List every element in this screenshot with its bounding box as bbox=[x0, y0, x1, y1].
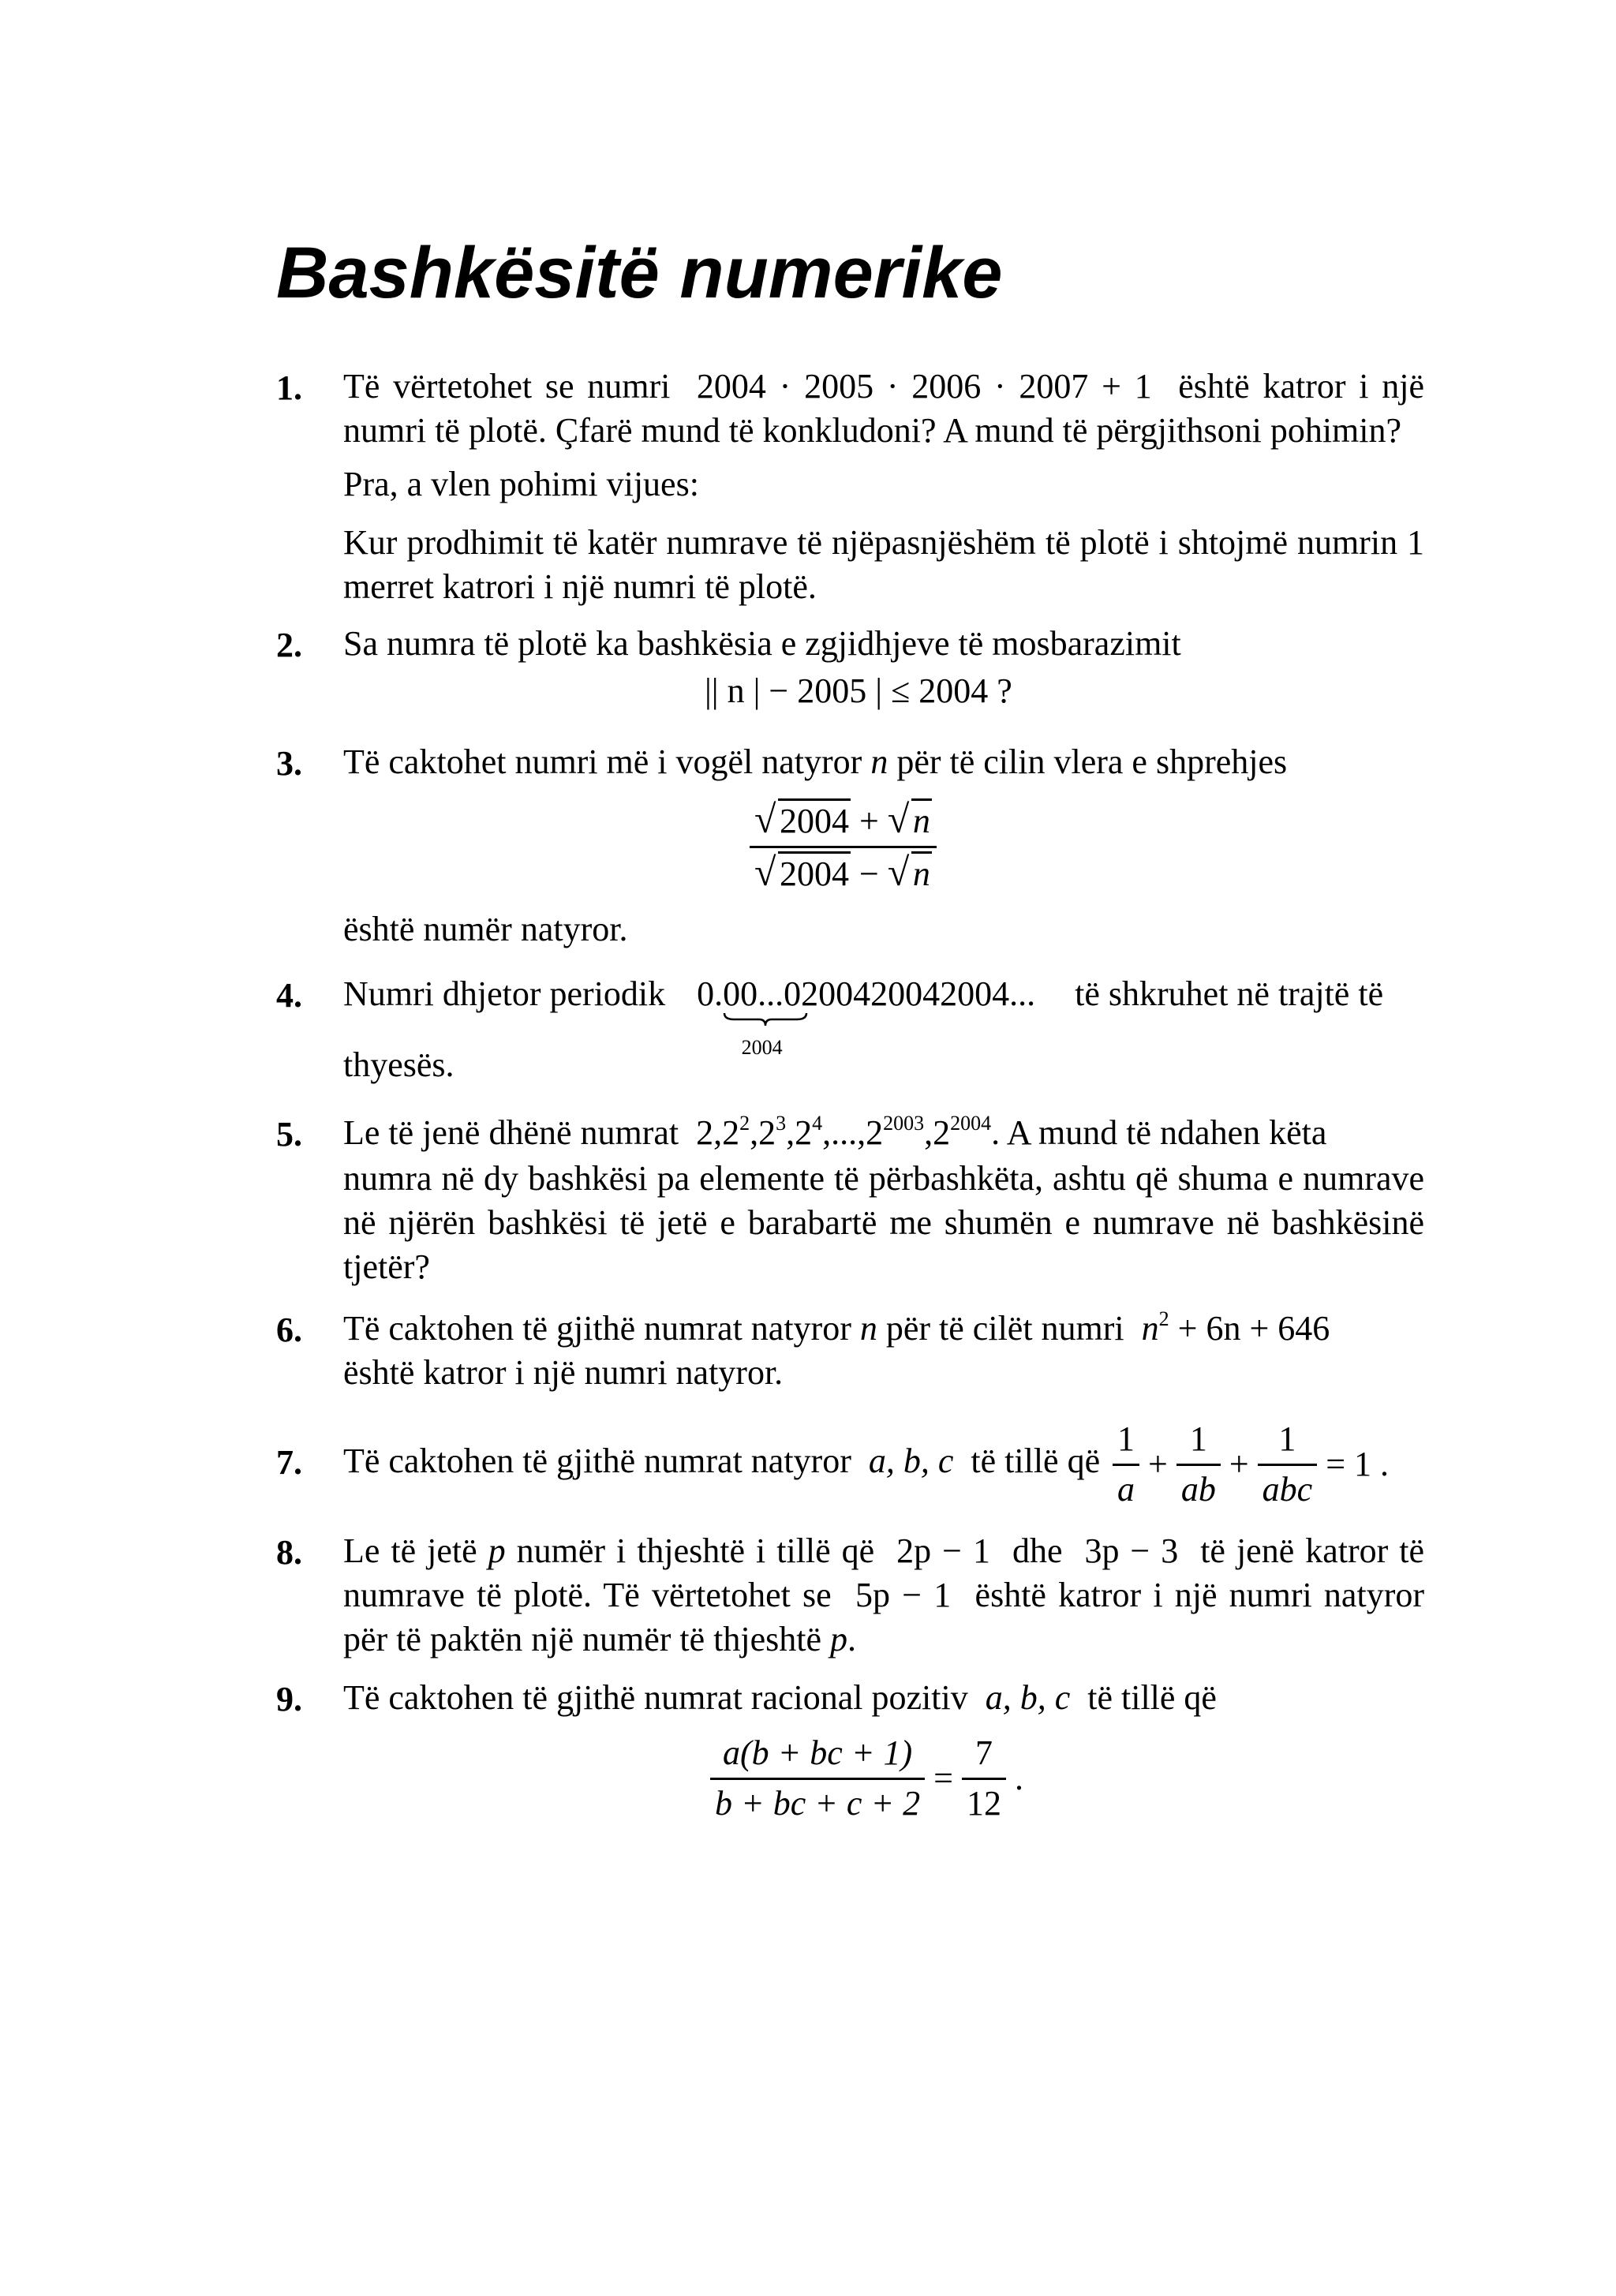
p7-frac3-den: abc bbox=[1262, 1469, 1313, 1509]
problem-number-4: 4. bbox=[276, 976, 302, 1015]
problem-3-conclusion: është numër natyror. bbox=[343, 910, 628, 948]
problem-number-2: 2. bbox=[276, 626, 302, 664]
problem-1-question: Pra, a vlen pohimi vijues: bbox=[343, 465, 699, 503]
p9-text-b: të tillë që bbox=[1087, 1678, 1217, 1717]
problem-9-text bbox=[343, 1676, 1424, 1720]
problem-5-first-line bbox=[343, 1111, 1424, 1155]
p4-decimal-prefix: 0. bbox=[697, 974, 724, 1013]
p1-text-b: është katror i një numri bbox=[343, 367, 1425, 450]
problem-1-text bbox=[343, 365, 1424, 453]
problem-number-8: 8. bbox=[276, 1533, 302, 1572]
p8-var-p-end: p bbox=[830, 1620, 847, 1658]
p5-exp-4: 4 bbox=[812, 1112, 823, 1135]
problem-3-fraction bbox=[750, 798, 937, 896]
problem-7-equation: $\frac{1}{a}$ + $\frac{1}{ab}$ + $\frac{1}{\text{abc}}$ = 1 . bbox=[1113, 1419, 1389, 1511]
problem-8-text bbox=[343, 1529, 1424, 1662]
problem-2-text: Sa numra të plotë ka bashkësia e zgjidhjeve të mosbarazimit bbox=[343, 624, 1181, 663]
p7-frac2-den: ab bbox=[1180, 1469, 1216, 1509]
p7-text-a: Të caktohen të gjithë numrat natyror bbox=[343, 1442, 851, 1480]
p4-text-b: të shkruhet në trajtë të bbox=[1075, 974, 1384, 1013]
problem-6-tail: është katror i një numri natyror. bbox=[343, 1353, 784, 1392]
p3-minus: − bbox=[859, 854, 879, 893]
p4-underbrace bbox=[723, 972, 802, 1059]
p9-rhs-den: 12 bbox=[962, 1778, 1006, 1825]
p8-expr2: 3p − 3 bbox=[1084, 1531, 1179, 1570]
p6-formula-n: n bbox=[1141, 1309, 1159, 1348]
problem-number-3: 3. bbox=[276, 744, 302, 783]
p3-sqrt-2004-top: 2004 bbox=[778, 798, 851, 843]
p8-expr3: 5p − 1 bbox=[855, 1576, 952, 1614]
problem-5-text: numra në dy bashkësi pa elemente të përbashkëta, ashtu që shuma e numrave në njërën bashkësi të jetë e barabartë me shumën e numrave në bashkësinë tjetër? bbox=[343, 1159, 1424, 1286]
p9-vars: a, b, c bbox=[985, 1678, 1071, 1717]
p5-exp-2004: 2004 bbox=[950, 1112, 992, 1135]
p9-numerator: a(b + bc + 1) bbox=[722, 1733, 913, 1772]
p7-text-b: të tillë që bbox=[971, 1442, 1101, 1480]
p4-brace-digits: 00...0 bbox=[723, 974, 802, 1013]
p6-formula-tail: + 6n + 646 bbox=[1177, 1309, 1330, 1348]
p7-frac2-num: 1 bbox=[1189, 1419, 1207, 1458]
p5-text-a: Le të jenë dhënë numrat bbox=[343, 1113, 679, 1152]
p6-text-a: Të caktohen të gjithë numrat natyror bbox=[343, 1309, 851, 1348]
p8-text-c: dhe bbox=[1012, 1531, 1063, 1570]
p3-sqrt-n-top: n bbox=[912, 802, 930, 840]
problem-number-6: 6. bbox=[276, 1311, 302, 1349]
p4-text-a: Numri dhjetor periodik bbox=[343, 974, 666, 1013]
problem-number-9: 9. bbox=[276, 1680, 302, 1718]
p5-exp-2003: 2003 bbox=[883, 1112, 925, 1135]
p9-rhs-num: 7 bbox=[974, 1733, 993, 1772]
p3-sqrt-n-bottom: n bbox=[912, 854, 930, 893]
p6-text-b: për të cilët numri bbox=[885, 1309, 1124, 1348]
problem-3-text bbox=[343, 740, 1424, 784]
problem-2-formula: || n | − 2005 | ≤ 2004 ? bbox=[705, 671, 1012, 710]
p5-sequence: $2,2^2,2^3,2^4,...,2^{2003},2^{2004}$ bbox=[696, 1112, 992, 1152]
p8-text-a: Le të jetë bbox=[343, 1531, 477, 1570]
p1-formula: 2004 · 2005 · 2006 · 2007 + 1 bbox=[696, 367, 1152, 406]
p8-end: . bbox=[847, 1620, 856, 1658]
problem-1-statement: Kur prodhimit të katër numrave të njëpasnjëshëm të plotë i shtojmë numrin 1 merret katrori i një numri të plotë. bbox=[343, 523, 1424, 606]
problem-6-first-line bbox=[343, 1307, 1424, 1351]
underbrace-icon bbox=[723, 1012, 808, 1027]
p7-frac3-num: 1 bbox=[1278, 1419, 1296, 1458]
p9-denominator: b + bc + c + 2 bbox=[715, 1783, 921, 1823]
p3-plus: + bbox=[859, 802, 879, 840]
p7-rhs: = 1 . bbox=[1326, 1444, 1390, 1483]
p3-text-b: për të cilin vlera e shprehjes bbox=[896, 742, 1288, 781]
p7-vars: a, b, c bbox=[868, 1442, 954, 1480]
p5-text-b: . A mund të ndahen këta bbox=[991, 1113, 1327, 1152]
p8-text-d: të jenë katror të numrave të plotë. Të vërtetohet se bbox=[343, 1531, 1425, 1614]
p5-exp-3: 3 bbox=[776, 1112, 787, 1135]
p1-text-a: Të vërtetohet se numri bbox=[343, 367, 671, 406]
p7-frac1-den: a bbox=[1117, 1469, 1135, 1509]
p9-period: . bbox=[1014, 1758, 1023, 1797]
p1-text-c: të plotë. Çfarë mund të konkludoni? A mund të përgjithsoni pohimin? bbox=[435, 411, 1402, 450]
problem-number-7: 7. bbox=[276, 1443, 302, 1482]
p9-equals: = bbox=[933, 1758, 953, 1797]
p5-exp-2: 2 bbox=[739, 1112, 750, 1135]
p6-formula: $n^2 + 6n + 646$ bbox=[1141, 1307, 1330, 1348]
p8-expr1: 2p − 1 bbox=[896, 1531, 990, 1570]
p4-decimal-rest: 200420042004... bbox=[801, 974, 1036, 1013]
p8-var-p: p bbox=[488, 1531, 506, 1570]
p7-frac1-num: 1 bbox=[1117, 1419, 1135, 1458]
p3-text-a: Të caktohet numri më i vogël natyror bbox=[343, 742, 862, 781]
problem-number-1: 1. bbox=[276, 368, 302, 407]
p8-text-e: është katror i një numri natyror për të paktën një numër të thjeshtë bbox=[343, 1576, 1424, 1658]
page-title: Bashkësitë numerike bbox=[276, 233, 1003, 313]
problem-4-tail: thyesës. bbox=[343, 1045, 454, 1084]
problem-9-equation bbox=[710, 1733, 1023, 1825]
p8-text-b: numër i thjeshtë i tillë që bbox=[516, 1531, 875, 1570]
p3-sqrt-2004-bottom: 2004 bbox=[778, 851, 851, 896]
problem-number-5: 5. bbox=[276, 1115, 302, 1154]
p4-brace-label: 2004 bbox=[741, 1036, 783, 1059]
problem-4-text bbox=[343, 972, 1424, 1059]
p3-var-n: n bbox=[870, 742, 888, 781]
p9-text-a: Të caktohen të gjithë numrat racional pozitiv bbox=[343, 1678, 968, 1717]
p6-var-n: n bbox=[859, 1309, 877, 1348]
